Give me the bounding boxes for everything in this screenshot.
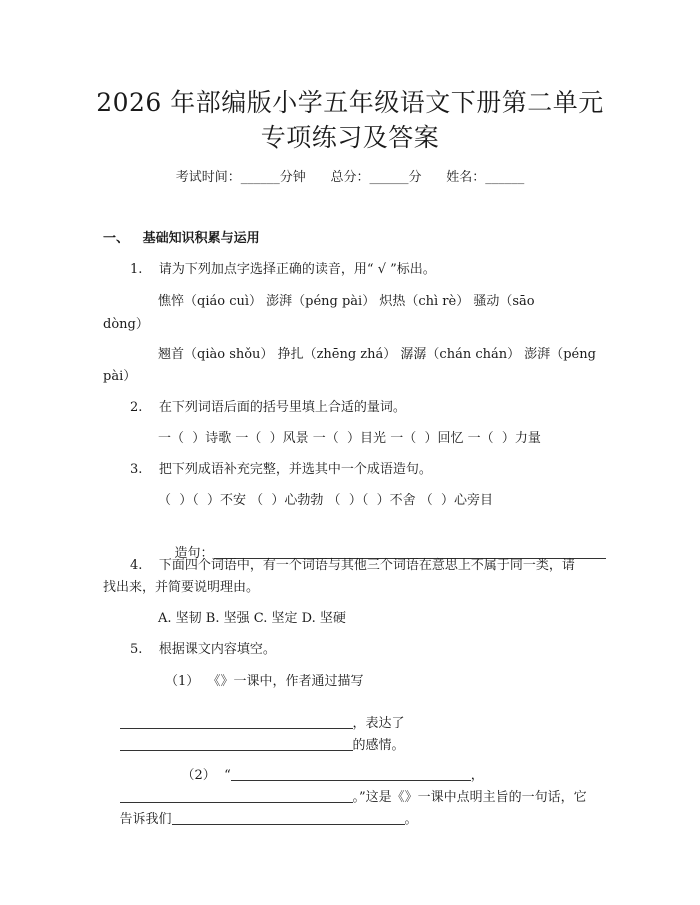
part-1-c-suffix: 的感情。: [352, 738, 405, 753]
question-2-items: 一（ ）诗歌 一（ ）风景 一（ ）目光 一（ ）回忆 一（ ）力量: [158, 431, 541, 446]
question-1-row-1-cont: dòng）: [103, 317, 149, 332]
question-5-part-2-c: [103, 790, 418, 850]
question-1-row-2: 翘首（qiào shǒu） 挣扎（zhēng zhá） 潺潺（chán chán） 澎湃（péng: [158, 347, 596, 362]
section-heading: 一、 基础知识积累与运用: [103, 231, 260, 246]
part-2-b-suffix: 。”这是《》一课中点明主旨的一句话，它: [352, 790, 587, 805]
answer-blank[interactable]: [172, 810, 405, 825]
part-2-c-prefix: 告诉我们: [119, 812, 172, 827]
title-line-1: 2026 年部编版小学五年级语文下册第二单元: [96, 88, 604, 117]
question-4-stem-b: 找出来，并简要说明理由。: [103, 580, 260, 595]
question-4-options: A. 坚韧 B. 坚强 C. 坚定 D. 坚硬: [158, 611, 346, 626]
question-3-items: （ ）（ ）不安 （ ）心勃勃 （ ）（ ）不舍 （ ）心旁目: [158, 493, 493, 508]
part-2-a-prefix: （2） “: [181, 768, 231, 783]
sentence-label: 造句：: [174, 546, 214, 561]
question-4-stem-a: 4. 下面四个词语中，有一个词语与其他三个词语在意思上不属于同一类，请: [130, 558, 575, 573]
question-1-row-2-cont: pài）: [103, 369, 137, 384]
question-2-stem: 2. 在下列词语后面的括号里填上合适的量词。: [130, 400, 406, 415]
question-1-row-1: 憔悴（qiáo cuì） 澎湃（péng pài） 炽热（chì rè） 骚动（sāo: [158, 294, 535, 309]
title-line-2: 专项练习及答案: [260, 123, 440, 152]
question-5-part-1-a: （1） 《》一课中，作者通过描写: [165, 674, 364, 689]
part-2-a-suffix: ，: [470, 768, 484, 783]
part-2-c-suffix: 。: [404, 812, 418, 827]
exam-info: 考试时间：______分钟 总分：______分 姓名：______: [175, 170, 525, 185]
question-3-stem: 3. 把下列成语补充完整，并选其中一个成语造句。: [130, 462, 432, 477]
question-5-stem: 5. 根据课文内容填空。: [130, 642, 276, 657]
part-1-b-suffix: ，表达了: [352, 716, 405, 731]
question-1-stem: 1. 请为下列加点字选择正确的读音，用“ √ ”标出。: [130, 262, 436, 277]
